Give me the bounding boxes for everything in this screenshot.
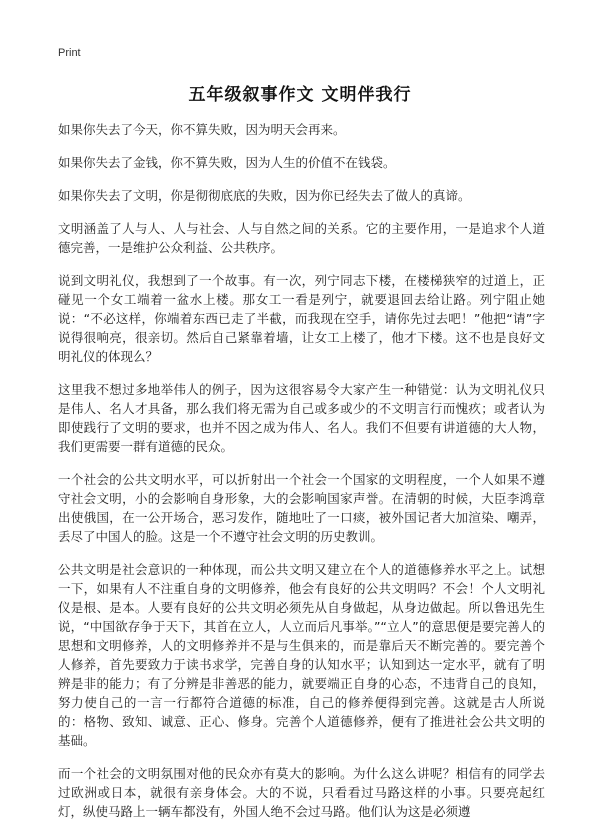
paragraph: 而一个社会的文明氛围对他的民众亦有莫大的影响。为什么这么讲呢？相信有的同学去过欧洲或日本，就很有亲身体会。大的不说，只看看过马路这样的小事。只要亮起红灯，纵使马路上一辆车都没有，外国人绝不会过马路。他们认为这是必须遵 [58, 766, 545, 819]
print-label: Print [58, 47, 81, 59]
paragraph: 如果你失去了文明，你是彻彻底底的失败，因为你已经失去了做人的真谛。 [58, 188, 471, 203]
paragraph: 一个社会的公共文明水平，可以折射出一个社会一个国家的文明程度，一个人如果不遵守社会文明，小的会影响自身形象，大的会影响国家声誉。在清朝的时候，大臣李鸿章出使俄国，在一公开场合，恶习发作，随地吐了一口痰，被外国记者大加渲染、嘲弄，丢尽了中国人的脸。这是一个不遵守社会文明的历史教训。 [58, 472, 545, 544]
article-body [58, 120, 545, 835]
paragraph: 文明涵盖了人与人、人与社会、人与自然之间的关系。它的主要作用，一是追求个人道德完善，一是维护公众利益、公共秩序。 [58, 221, 545, 255]
paragraph: 说到文明礼仪，我想到了一个故事。有一次，列宁同志下楼，在楼梯狭窄的过道上，正碰见一个女工端着一盆水上楼。那女工一看是列宁，就要退回去给让路。列宁阻止她说：“不必这样，你端着东西已走了半截，而我现在空手，请你先过去吧！”他把“请”字说得很响亮，很亲切。然后自己紧靠着墙，让女工上楼了，他才下楼。这不也是良好文明礼仪的体现么？ [58, 273, 545, 364]
paragraph: 如果你失去了金钱，你不算失败，因为人生的价值不在钱袋。 [58, 155, 396, 170]
paragraph: 如果你失去了今天，你不算失败，因为明天会再来。 [58, 122, 346, 137]
paragraph: 公共文明是社会意识的一种体现，而公共文明又建立在个人的道德修养水平之上。试想一下，如果有人不注重自身的文明修养，他会有良好的公共文明吗？不会！个人文明礼仪是根、是本。人要有良好的公共文明必须先从自身做起，从身边做起。所以鲁迅先生说，“中国欲存争于天下，其首在立人，人立而后凡事举。”“立人”的意思便是要完善人的思想和文明修养，人的文明修养并不是与生俱来的，而是靠后天不断完善的。要完善个人修养，首先要致力于读书求学，完善自身的认知水平；认知到达一定水平，就有了明辨是非的能力；有了分辨是非善恶的能力，就要端正自身的心态，不违背自己的良知，努力使自己的一言一行都符合道德的标准，自己的修养便得到完善。这就是古人所说的：格物、致知、诚意、正心、修身。完善个人道德修养，便有了推进社会公共文明的基础。 [58, 562, 545, 748]
article-title: 五年级叙事作文 文明伴我行 [188, 85, 412, 105]
paragraph: 这里我不想过多地举伟人的例子，因为这很容易令大家产生一种错觉：认为文明礼仪只是伟人、名人才具备，那么我们将无需为自己或多或少的不文明言行而愧疚；或者认为即使践行了文明的要求，也并不因之成为伟人、名人。我们不但要有讲道德的大人物，我们更需要一群有道德的民众。 [58, 382, 545, 454]
